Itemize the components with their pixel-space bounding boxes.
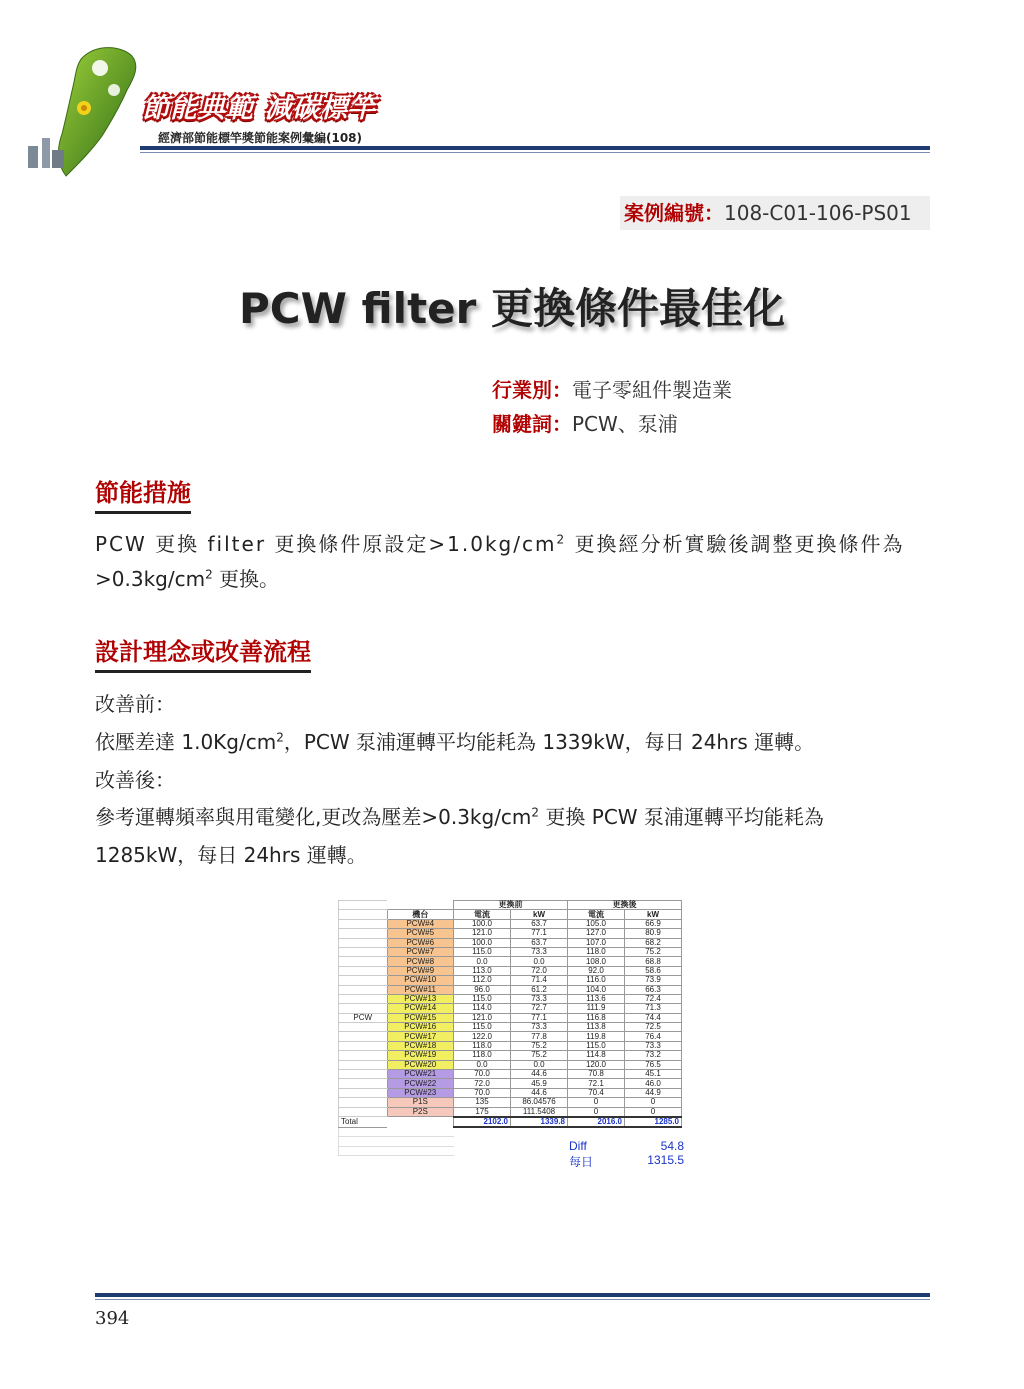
after-kw-cell: 73.3 [625,1041,682,1050]
group-cell [339,1041,388,1050]
total-a-cur-cell: 2016.0 [568,1117,625,1127]
group-cell [339,1070,388,1079]
before-current-cell: 114.0 [454,1004,511,1013]
blank-cell [511,1137,568,1146]
measures-text-b: 更換經分析實驗後調整更換條件為 [566,532,905,556]
before-current-cell: 70.0 [454,1070,511,1079]
group-cell [339,985,388,994]
machine-cell: PCW#9 [387,966,454,975]
brand-subtitle: 經濟部節能標竿獎節能案例彙編(108) [158,131,363,145]
before-current-cell: 100.0 [454,919,511,928]
machine-cell: PCW#14 [387,1004,454,1013]
machine-cell: PCW#5 [387,929,454,938]
after-kw-cell: 68.8 [625,957,682,966]
blank-cell [511,1146,568,1155]
group-cell [339,1079,388,1088]
before-current-cell: 115.0 [454,1023,511,1032]
after-current-cell: 104.0 [568,985,625,994]
before-kw-cell: 44.6 [511,1070,568,1079]
before-kw-cell: 77.8 [511,1032,568,1041]
superscript-2: 2 [531,805,540,820]
after-current-cell: 0 [568,1098,625,1107]
blank-cell [625,1127,682,1136]
before-kw-cell: 71.4 [511,976,568,985]
after-current-cell: 72.1 [568,1079,625,1088]
group-cell [339,1004,388,1013]
keyword-value: PCW、泵浦 [572,412,678,436]
before-current-cell: 118.0 [454,1041,511,1050]
after-kw-cell: 68.2 [625,938,682,947]
before-current-cell: 121.0 [454,1013,511,1022]
table-row [339,1023,682,1032]
after-current-cell: 127.0 [568,929,625,938]
table-row [339,947,682,956]
after-current-cell: 116.0 [568,976,625,985]
page-number: 394 [95,1308,130,1329]
after-text-b: 更換 PCW 泵浦運轉平均能耗為 [539,805,824,829]
before-group-header: 更換前 [454,901,568,910]
machine-cell: PCW#8 [387,957,454,966]
after-paragraph-line2: 1285kW，每日 24hrs 運轉。 [95,843,367,867]
before-kw-cell: 44.6 [511,1088,568,1097]
col-after-kw-header: kW [625,910,682,919]
after-group-header: 更換後 [568,901,682,910]
machine-cell: PCW#20 [387,1060,454,1069]
header-rule-thin [140,152,930,153]
before-kw-cell: 73.3 [511,994,568,1003]
table-row [339,929,682,938]
before-text-a: 依壓差達 1.0Kg/cm [95,730,277,754]
case-number-value: 108-C01-106-PS01 [724,201,912,225]
industry-label: 行業別： [492,378,572,402]
total-label: Total [339,1117,388,1127]
after-kw-cell: 76.5 [625,1060,682,1069]
header-rule [140,146,930,150]
before-current-cell: 118.0 [454,1051,511,1060]
before-kw-cell: 111.5408 [511,1107,568,1117]
blank-cell [454,1137,511,1146]
before-kw-cell: 63.7 [511,919,568,928]
table-row [339,966,682,975]
diff-value: 54.8 [660,1139,684,1153]
group-cell [339,929,388,938]
blank-cell [454,1146,511,1155]
design-heading: 設計理念或改善流程 [95,632,311,673]
table-column-header-row [339,910,682,919]
table-row [339,1041,682,1050]
table-empty-row [339,1146,682,1155]
blank-cell [387,1146,454,1155]
before-kw-cell: 63.7 [511,938,568,947]
measures-text-c: >0.3kg/cm [95,567,206,591]
machine-cell: PCW#4 [387,919,454,928]
table-row [339,938,682,947]
before-current-cell: 135 [454,1098,511,1107]
table-row [339,957,682,966]
machine-cell: P1S [387,1098,454,1107]
after-kw-cell: 80.9 [625,929,682,938]
machine-cell: PCW#21 [387,1070,454,1079]
total-b-kw-cell: 1339.8 [511,1117,568,1127]
before-current-cell: 122.0 [454,1032,511,1041]
after-kw-cell: 0 [625,1098,682,1107]
before-kw-cell: 73.3 [511,947,568,956]
case-number-box [620,196,930,230]
table-row [339,919,682,928]
machine-cell: PCW#10 [387,976,454,985]
superscript-2: 2 [556,532,567,547]
blank-cell [339,1127,388,1136]
after-kw-cell: 73.2 [625,1051,682,1060]
table-row [339,1004,682,1013]
after-kw-cell: 46.0 [625,1079,682,1088]
machine-cell: PCW#13 [387,994,454,1003]
group-cell [339,1107,388,1117]
machine-cell: PCW#19 [387,1051,454,1060]
measures-text-a: PCW 更換 filter 更換條件原設定>1.0kg/cm [95,532,557,556]
before-current-cell: 115.0 [454,947,511,956]
machine-cell: PCW#22 [387,1079,454,1088]
table-row [339,1060,682,1069]
blank-cell [339,910,388,919]
diff-label: Diff [569,1139,587,1153]
before-kw-cell: 77.1 [511,1013,568,1022]
before-kw-cell: 75.2 [511,1041,568,1050]
table-empty-row [339,1127,682,1136]
before-kw-cell: 77.1 [511,929,568,938]
after-current-cell: 113.6 [568,994,625,1003]
total-a-kw-cell: 1285.0 [625,1117,682,1127]
table-row [339,1079,682,1088]
blank-cell [454,1127,511,1136]
after-current-cell: 119.8 [568,1032,625,1041]
data-table [338,900,682,1156]
after-current-cell: 107.0 [568,938,625,947]
after-kw-cell: 72.4 [625,994,682,1003]
group-cell [339,1098,388,1107]
blank-cell [511,1127,568,1136]
after-current-cell: 111.9 [568,1004,625,1013]
table-group-header-row [339,901,682,910]
before-current-cell: 115.0 [454,994,511,1003]
daily-label: 每日 [569,1155,594,1169]
machine-cell: PCW#23 [387,1088,454,1097]
before-current-cell: 175 [454,1107,511,1117]
table-row [339,985,682,994]
machine-cell: PCW#11 [387,985,454,994]
before-kw-cell: 61.2 [511,985,568,994]
blank-cell [387,1137,454,1146]
group-cell [339,919,388,928]
measures-paragraph [95,527,930,561]
after-kw-cell: 76.4 [625,1032,682,1041]
blank-cell [387,1127,454,1136]
after-current-cell: 0 [568,1107,625,1117]
group-cell [339,976,388,985]
machine-cell: PCW#7 [387,947,454,956]
group-cell [339,1023,388,1032]
before-current-cell: 112.0 [454,976,511,985]
blank-cell [387,1117,454,1127]
measures-heading: 節能措施 [95,473,191,514]
after-text-a: 參考運轉頻率與用電變化,更改為壓差>0.3kg/cm [95,805,532,829]
footer-rule-thin [95,1299,930,1300]
table-row [339,1013,682,1022]
before-current-cell: 121.0 [454,929,511,938]
after-kw-cell: 73.9 [625,976,682,985]
industry-row [492,374,732,403]
blank-cell [568,1127,625,1136]
keyword-row [492,408,678,437]
machine-cell: PCW#17 [387,1032,454,1041]
before-current-cell: 113.0 [454,966,511,975]
total-b-cur-cell: 2102.0 [454,1117,511,1127]
before-current-cell: 0.0 [454,1060,511,1069]
keyword-label: 關鍵詞： [492,412,572,436]
before-kw-cell: 73.3 [511,1023,568,1032]
after-current-cell: 70.4 [568,1088,625,1097]
group-cell [339,994,388,1003]
group-cell [339,966,388,975]
before-current-cell: 70.0 [454,1088,511,1097]
before-kw-cell: 72.7 [511,1004,568,1013]
group-cell [339,1088,388,1097]
after-current-cell: 113.8 [568,1023,625,1032]
before-text-b: ，PCW 泵浦運轉平均能耗為 1339kW，每日 24hrs 運轉。 [283,730,815,754]
table-row [339,994,682,1003]
table-row [339,1051,682,1060]
after-current-cell: 116.8 [568,1013,625,1022]
header-logo [22,38,402,188]
group-cell [339,947,388,956]
measures-text-d: 更換。 [212,567,280,591]
after-current-cell: 118.0 [568,947,625,956]
superscript-2: 2 [276,730,284,745]
col-before-kw-header: kW [511,910,568,919]
table-row [339,1107,682,1117]
machine-cell: PCW#16 [387,1023,454,1032]
after-current-cell: 114.8 [568,1051,625,1060]
after-kw-cell: 66.3 [625,985,682,994]
table-row [339,1088,682,1097]
col-before-current-header: 電流 [454,910,511,919]
after-kw-cell: 74.4 [625,1013,682,1022]
group-cell [339,1060,388,1069]
after-current-cell: 120.0 [568,1060,625,1069]
before-paragraph [95,725,930,759]
after-current-cell: 115.0 [568,1041,625,1050]
col-machine-header: 機台 [387,910,454,919]
before-kw-cell: 75.2 [511,1051,568,1060]
table-row [339,1032,682,1041]
table-row [339,976,682,985]
after-kw-cell: 0 [625,1107,682,1117]
after-current-cell: 92.0 [568,966,625,975]
after-current-cell: 108.0 [568,957,625,966]
after-paragraph [95,800,930,834]
before-current-cell: 96.0 [454,985,511,994]
before-label: 改善前： [95,692,175,716]
blank-cell [339,1137,388,1146]
table-row [339,1098,682,1107]
group-cell [339,1032,388,1041]
before-kw-cell: 86.04576 [511,1098,568,1107]
after-kw-cell: 72.5 [625,1023,682,1032]
after-kw-cell: 75.2 [625,947,682,956]
group-cell [339,938,388,947]
machine-cell: PCW#18 [387,1041,454,1050]
blank-cell [339,1146,388,1155]
after-kw-cell: 44.9 [625,1088,682,1097]
before-kw-cell: 0.0 [511,957,568,966]
before-current-cell: 0.0 [454,957,511,966]
machine-cell: P2S [387,1107,454,1117]
after-current-cell: 70.8 [568,1070,625,1079]
table-row [339,1070,682,1079]
blank-cell [387,901,454,910]
machine-cell: PCW#6 [387,938,454,947]
group-cell: PCW [339,1013,388,1022]
measures-paragraph-line2 [95,562,930,596]
page-title: PCW filter 更換條件最佳化 [239,284,785,333]
before-kw-cell: 72.0 [511,966,568,975]
case-number-label: 案例編號： [624,201,724,225]
after-current-cell: 105.0 [568,919,625,928]
footer-rule [95,1293,930,1297]
after-kw-cell: 45.1 [625,1070,682,1079]
before-current-cell: 100.0 [454,938,511,947]
superscript-2: 2 [205,567,213,582]
brand-title: 節能典範 減碳標竿 [142,93,377,124]
group-cell [339,1051,388,1060]
before-current-cell: 72.0 [454,1079,511,1088]
table-total-row [339,1117,682,1127]
pump-comparison-table [338,900,688,1170]
blank-cell [339,901,388,910]
before-kw-cell: 45.9 [511,1079,568,1088]
machine-cell: PCW#15 [387,1013,454,1022]
after-kw-cell: 71.3 [625,1004,682,1013]
after-kw-cell: 58.6 [625,966,682,975]
table-empty-row [339,1137,682,1146]
before-kw-cell: 0.0 [511,1060,568,1069]
daily-value: 1315.5 [647,1153,684,1167]
industry-value: 電子零組件製造業 [572,378,732,402]
group-cell [339,957,388,966]
col-after-current-header: 電流 [568,910,625,919]
after-kw-cell: 66.9 [625,919,682,928]
after-label: 改善後： [95,768,175,792]
